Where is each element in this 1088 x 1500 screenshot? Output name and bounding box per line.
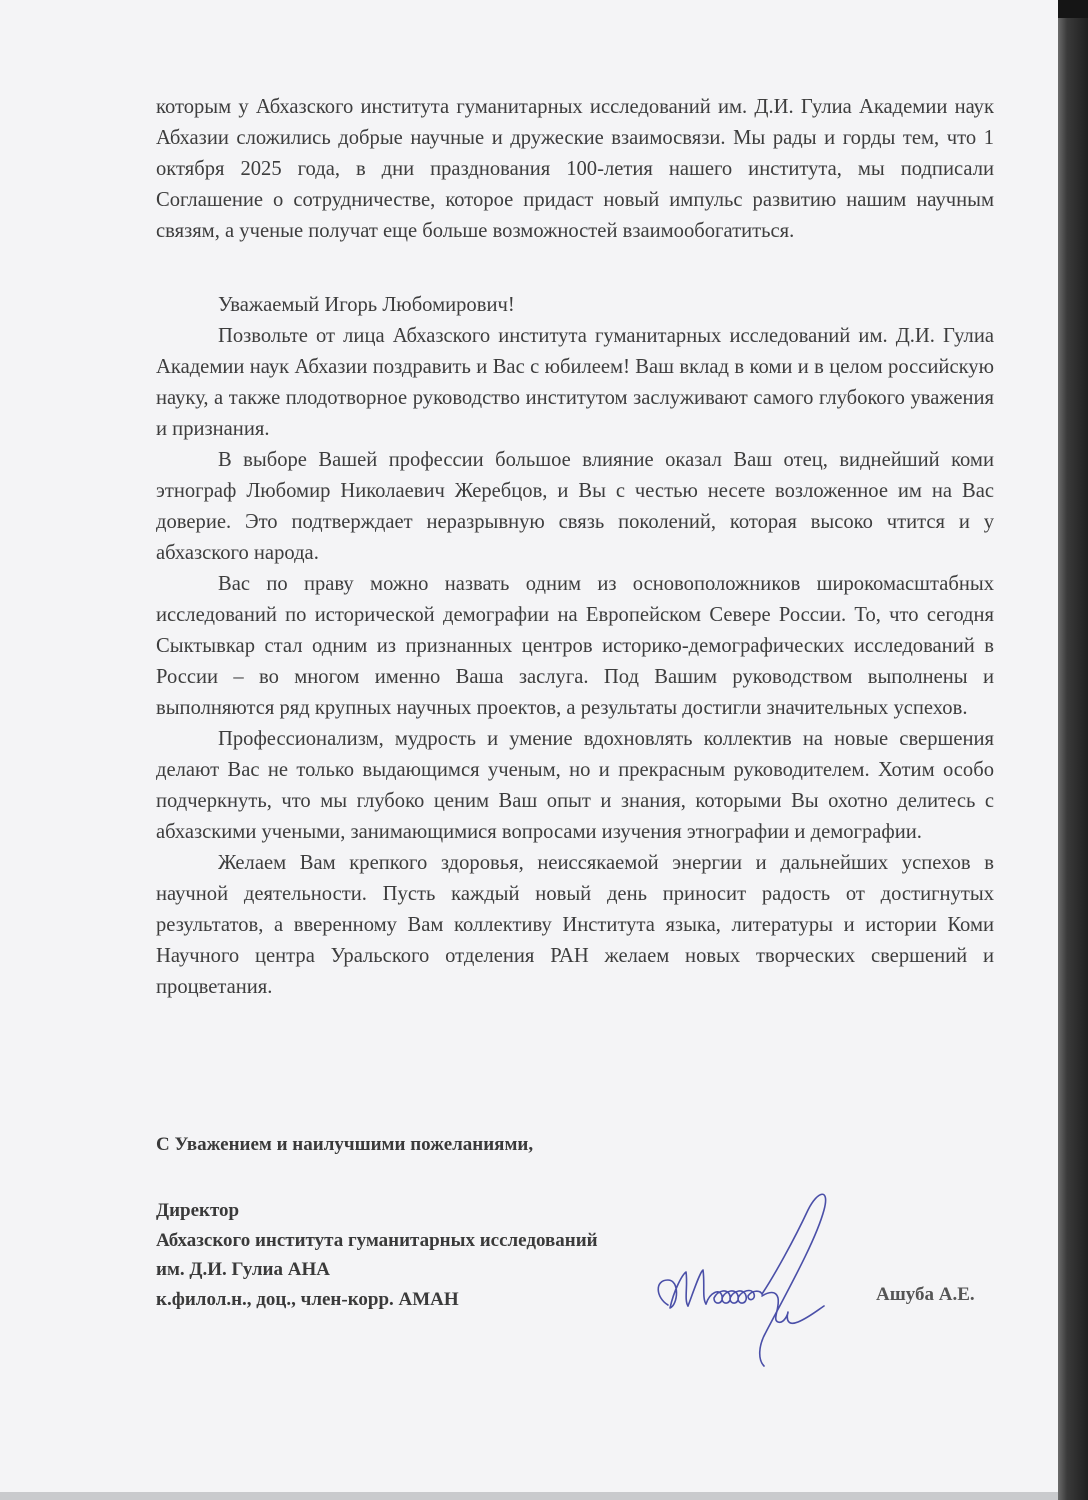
- paragraph-demography: Вас по праву можно назвать одним из основоположников широкомасштабных исследований по исторической демографии на Европейском Севере России. То, что сегодня Сыктывкар стал одним из признанных центров историко-демографических исследований в России – во многом именно Ваша заслуга. Под Вашим руководством выполнены и выполняются ряд крупных научных проектов, а результаты достигли значительных успехов.: [156, 573, 994, 719]
- paragraph-gap: [156, 247, 994, 278]
- handwritten-signature: [648, 1180, 878, 1380]
- signatory-block: [156, 1196, 598, 1314]
- greeting: Уважаемый Игорь Любомирович!: [218, 294, 515, 316]
- paragraph-intro-continuation: которым у Абхазского института гуманитарных исследований им. Д.И. Гулиа Академии наук Абхазии сложились добрые научные и дружеские взаимосвязи. Мы рады и горды тем, что 1 октября 2025 года, в дни празднования 100-летия нашего института, мы подписали Соглашение о сотрудничестве, которое придаст новый импульс развитию нашим научным связям, а ученые получат еще больше возможностей взаимообогатиться.: [156, 96, 994, 242]
- paragraph-professionalism: Профессионализм, мудрость и умение вдохновлять коллектив на новые свершения делают Вас не только выдающимся ученым, но и прекрасным руководителем. Хотим особо подчеркнуть, что мы глубоко ценим Ваш опыт и знания, которыми Вы охотно делитесь с абхазскими учеными, занимающимися вопросами изучения этнографии и демографии.: [156, 728, 994, 843]
- closing-line: С Уважением и наилучшими пожеланиями,: [156, 1134, 534, 1155]
- signatory-title: Директор: [156, 1200, 240, 1221]
- signatory-credentials: к.филол.н., доц., член-корр. АМАН: [156, 1288, 459, 1310]
- letter-body: [156, 92, 994, 1003]
- paragraph-father: В выборе Вашей профессии большое влияние оказал Ваш отец, виднейший коми этнограф Любомир Николаевич Жеребцов, и Вы с честью несете возложенное им на Вас доверие. Это подтверждает неразрывную связь поколений, которая высоко чтится и у абхазского народа.: [156, 449, 994, 564]
- scan-right-edge: [1058, 0, 1088, 1500]
- scan-corner-shadow: [1058, 0, 1088, 18]
- scan-bottom-edge: [0, 1492, 1058, 1500]
- paragraph-congratulations: Позвольте от лица Абхазского института гуманитарных исследований им. Д.И. Гулиа Академии наук Абхазии поздравить и Вас с юбилеем! Ваш вклад в коми и в целом российскую науку, а также плодотворное руководство институтом заслуживают самого глубокого уважения и признания.: [156, 325, 994, 440]
- signatory-org-line2: им. Д.И. Гулиа АНА: [156, 1259, 330, 1280]
- paragraph-wishes: Желаем Вам крепкого здоровья, неиссякаемой энергии и дальнейших успехов в научной деятельности. Пусть каждый новый день приносит радость от достигнутых результатов, а вверенному Вам коллективу Института языка, литературы и истории Коми Научного центра Уральского отделения РАН желаем новых творческих свершений и процветания.: [156, 852, 994, 998]
- signatory-name: Ашуба А.Е.: [876, 1284, 975, 1305]
- signatory-org-line1: Абхазского института гуманитарных исследований: [156, 1229, 598, 1251]
